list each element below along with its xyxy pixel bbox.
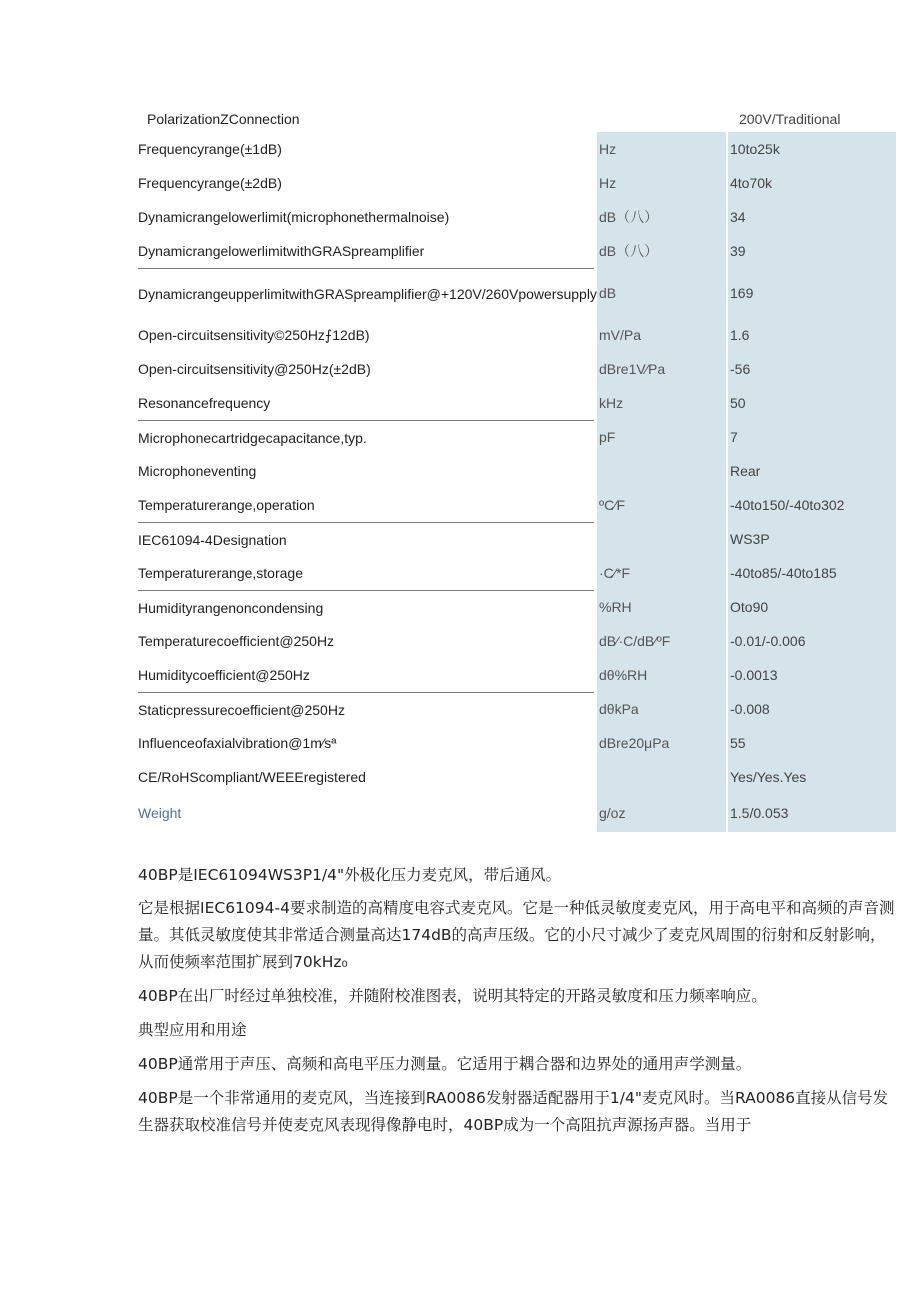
table-row [0,268,920,318]
spec-value: WS3P [728,522,896,556]
spec-unit: kHz [597,386,726,420]
spec-name: Temperaturerange,storage [138,564,303,581]
spec-value: -0.01/-0.006 [728,624,896,658]
spec-unit: dB（八） [597,200,726,234]
spec-value: Oto90 [728,590,896,624]
spec-unit: Hz [597,166,726,200]
spec-name: Microphoneventing [138,462,257,479]
spec-unit: Hz [597,132,726,166]
table-row [0,794,920,832]
paragraph: 40BP是一个非常通用的麦克风，当连接到RA0086发射器适配器用于1/4"麦克风时。当RA0086直接从信号发生器获取校准信号并使麦克风表现得像静电时，40BP成为一个高阻抗声源扬声器。当用于 [138,1089,889,1134]
spec-unit: dθkPa [597,692,726,726]
spec-name: IEC61094-4Designation [138,522,594,557]
spec-unit: %RH [597,590,726,624]
spec-name: Dynamicrangelowerlimit(microphonethermalnoise) [138,208,450,225]
spec-name: Frequencyrange(±2dB) [138,174,282,191]
table-row [0,590,920,624]
spec-name: CE/RoHScompliant/WEEEregistered [138,768,366,785]
spec-value: -40to150/-40to302 [728,488,896,522]
spec-unit: mV/Pa [597,318,726,352]
spec-unit: dB⁄·C/dB⁄ºF [597,624,726,658]
section-heading: 典型应用和用途 [138,1021,247,1039]
spec-value: Rear [728,454,896,488]
table-row [0,200,920,234]
spec-value: 169 [728,268,896,318]
spec-name: Staticpressurecoefficient@250Hz [138,692,594,727]
spec-unit: ºC⁄F [597,488,726,522]
spec-header-row [0,108,920,132]
table-row [0,624,920,658]
description-text [138,862,898,1146]
spec-value: -0.008 [728,692,896,726]
table-row [0,726,920,760]
spec-value: Yes/Yes.Yes [728,760,896,794]
spec-name: Humiditycoefficient@250Hz [138,666,310,683]
spec-value: -40to85/-40to185 [728,556,896,590]
spec-unit: pF [597,420,726,454]
table-row [0,760,920,794]
spec-value: -0.0013 [728,658,896,692]
table-row [0,692,920,726]
table-row [0,166,920,200]
spec-value: 4to70k [728,166,896,200]
spec-value: 7 [728,420,896,454]
spec-unit: dB（八） [597,234,726,268]
table-row [0,556,920,590]
spec-value: 1.5/0.053 [728,794,896,832]
paragraph: 它是根据IEC61094-4要求制造的高精度电容式麦克风。它是一种低灵敏度麦克风，用于高电平和高频的声音测量。其低灵敏度使其非常适合测量高达174dB的高声压级。它的小尺寸减少了麦克风周围的衍射和反射影响，从而使频率范围扩展到70kHz₀ [138,899,895,971]
spec-name: Humidityrangenoncondensing [138,590,594,625]
spec-value: 50 [728,386,896,420]
table-row [0,488,920,522]
table-row [0,318,920,352]
spec-name: Weight [138,804,182,821]
spec-name: Microphonecartridgecapacitance,typ. [138,420,594,455]
table-row [0,454,920,488]
spec-name: Open-circuitsensitivity@250Hz(±2dB) [138,360,371,377]
spec-table [0,132,920,832]
paragraph: 40BP通常用于声压、高频和高电平压力测量。它适用于耦合器和边界处的通用声学测量。 [138,1055,752,1073]
spec-unit: g/oz [597,794,726,832]
spec-value: 55 [728,726,896,760]
spec-name: DynamicrangelowerlimitwithGRASpreamplifier [138,242,425,259]
spec-name: Influenceofaxialvibration@1m⁄sª [138,734,337,751]
spec-unit [597,454,726,488]
spec-unit: dBre1V⁄Pa [597,352,726,386]
spec-header-label: PolarizationZConnection [147,111,300,127]
spec-name: Open-circuitsensitivity©250Hz⨍12dB) [138,326,370,343]
table-row [0,658,920,692]
spec-name: Temperaturerange,operation [138,496,315,513]
spec-name: Frequencyrange(±1dB) [138,140,282,157]
spec-unit: ·C⁄*F [597,556,726,590]
spec-value: -56 [728,352,896,386]
table-row [0,386,920,420]
table-row [0,132,920,166]
spec-value: 1.6 [728,318,896,352]
table-row [0,352,920,386]
spec-value: 34 [728,200,896,234]
spec-unit: dθ%RH [597,658,726,692]
spec-name: Temperaturecoefficient@250Hz [138,632,335,649]
spec-header-value: 200V/Traditional [739,111,841,127]
spec-unit [597,522,726,556]
spec-name: Resonancefrequency [138,394,271,411]
spec-name: DynamicrangeupperlimitwithGRASpreamplifier@+120V/260Vpowersupply [138,268,594,319]
table-row [0,522,920,556]
spec-unit: dBre20μPa [597,726,726,760]
table-row [0,234,920,268]
paragraph: 40BP是IEC61094WS3P1/4"外极化压力麦克风，带后通风。 [138,866,562,884]
spec-value: 39 [728,234,896,268]
spec-value: 10to25k [728,132,896,166]
table-row [0,420,920,454]
spec-unit [597,760,726,794]
paragraph: 40BP在出厂时经过单独校准，并随附校准图表，说明其特定的开路灵敏度和压力频率响应。 [138,987,767,1005]
spec-unit: dB [597,268,726,318]
